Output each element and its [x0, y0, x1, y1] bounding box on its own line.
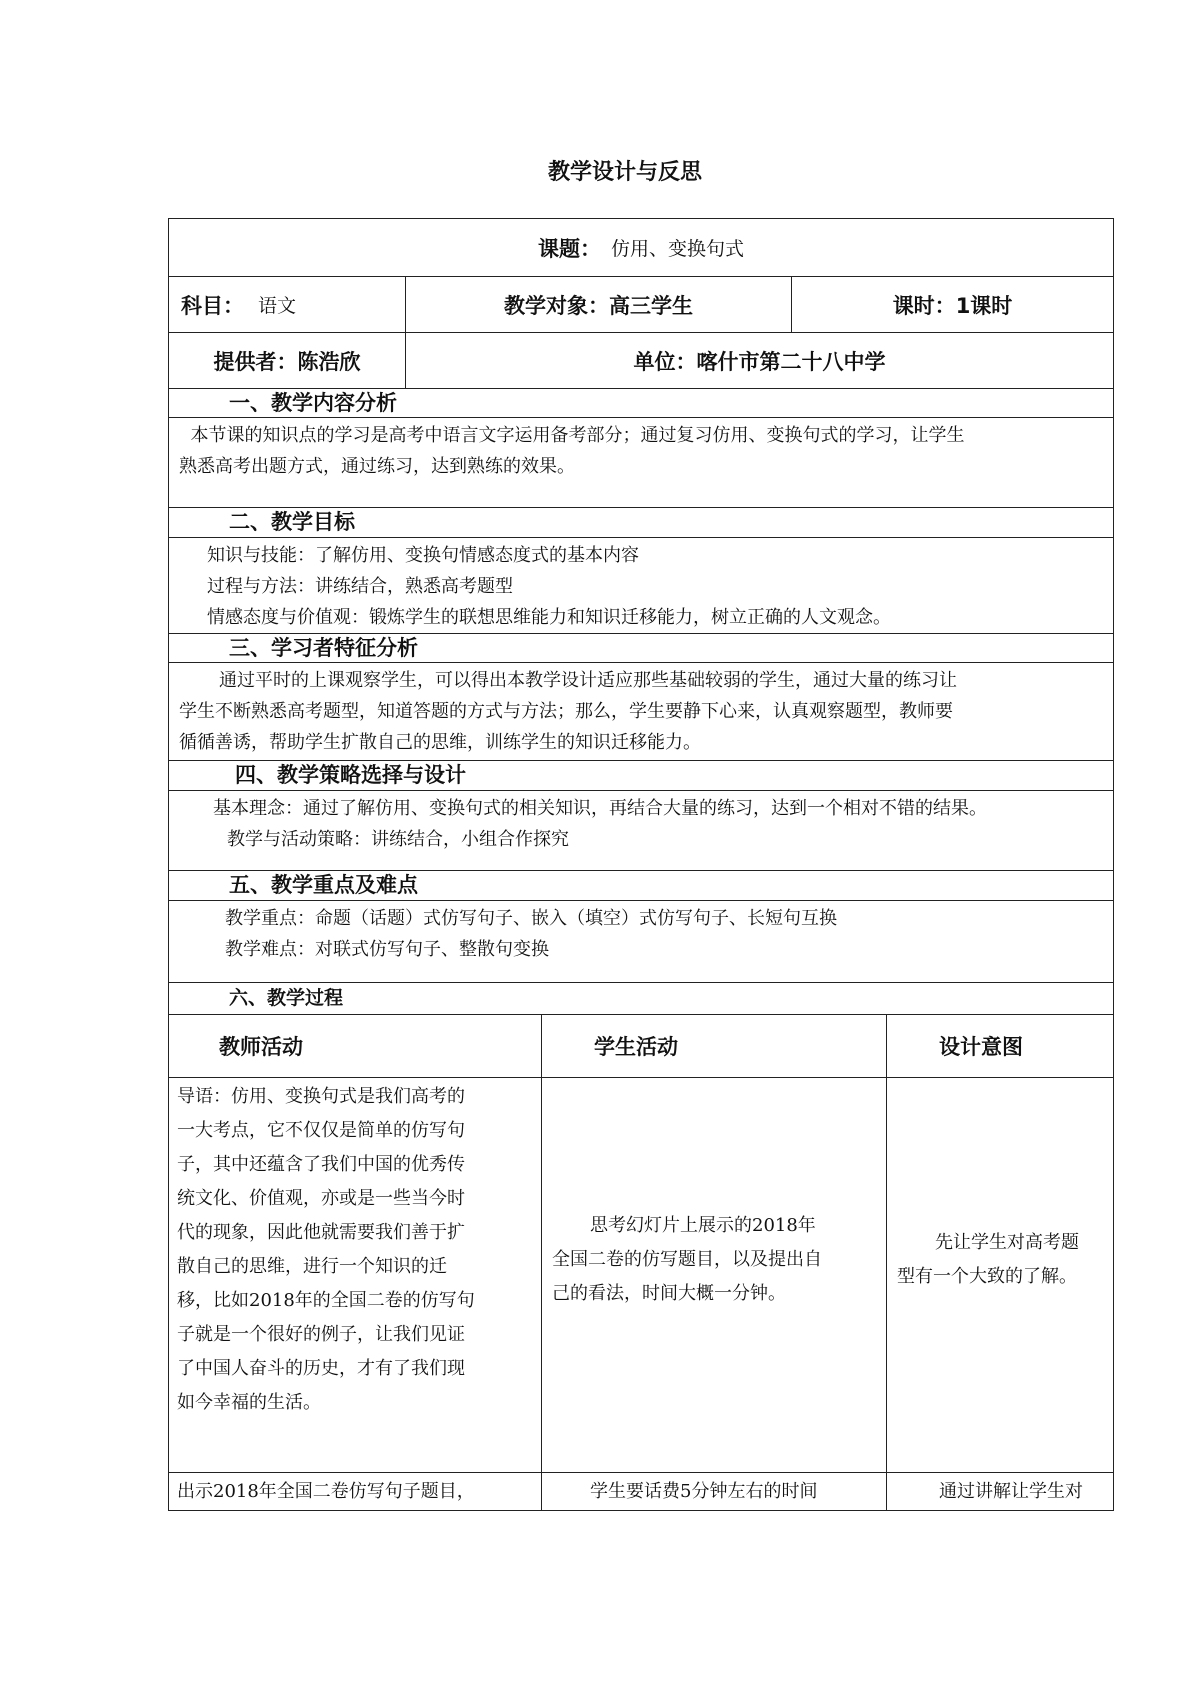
body-line: 熟悉高考出题方式，通过练习，达到熟练的效果。 [179, 456, 575, 477]
text-line: 如今幸福的生活。 [177, 1392, 321, 1413]
section-1-heading-row [168, 389, 1114, 418]
process-header-student [541, 1015, 886, 1077]
header-label: 设计意图 [939, 1035, 1023, 1059]
lesson-plan-table [168, 218, 1114, 1511]
section-heading: 四、教学策略选择与设计 [235, 763, 466, 787]
subject-value: 语文 [258, 295, 297, 317]
process-row-1 [168, 1078, 1114, 1473]
process-header-row [168, 1015, 1114, 1078]
provider-row [168, 333, 1114, 389]
provider-cell [169, 333, 405, 388]
body-line: 循循善诱，帮助学生扩散自己的思维，训练学生的知识迁移能力。 [179, 732, 701, 753]
document-title: 教学设计与反思 [547, 160, 702, 185]
header-label: 教师活动 [219, 1035, 303, 1059]
section-4-heading-row [168, 761, 1114, 791]
section-5-heading-row [168, 871, 1114, 901]
text-line: 型有一个大致的了解。 [897, 1266, 1077, 1287]
body-line: 通过平时的上课观察学生，可以得出本教学设计适应那些基础较弱的学生，通过大量的练习让 [219, 670, 957, 691]
body-line: 过程与方法：讲练结合，熟悉高考题型 [207, 576, 513, 597]
text-line: 散自己的思维，进行一个知识的迁 [177, 1256, 447, 1277]
design-intent-cell [886, 1078, 1113, 1472]
text-line: 了中国人奋斗的历史，才有了我们现 [177, 1358, 465, 1379]
body-line: 本节课的知识点的学习是高考中语言文字运用备考部分；通过复习仿用、变换句式的学习，让学生 [179, 425, 965, 446]
teacher-activity-cell [169, 1473, 541, 1510]
process-row-2 [168, 1473, 1114, 1511]
audience-label: 教学对象： [504, 293, 609, 318]
period-value: 1课时 [955, 293, 1013, 318]
text-line: 一大考点，它不仅仅是简单的仿写句 [177, 1120, 465, 1141]
text-line: 通过讲解让学生对 [939, 1481, 1083, 1502]
body-line: 教学重点：命题（话题）式仿写句子、嵌入（填空）式仿写句子、长短句互换 [225, 908, 837, 929]
text-line: 学生要话费5分钟左右的时间 [590, 1481, 818, 1502]
body-line: 学生不断熟悉高考题型，知道答题的方式与方法；那么，学生要静下心来，认真观察题型，教师要 [179, 701, 953, 722]
section-5-body [168, 901, 1114, 983]
text-line: 统文化、价值观，亦或是一些当今时 [177, 1188, 465, 1209]
text-line: 子就是一个很好的例子，让我们见证 [177, 1324, 465, 1345]
section-heading: 二、教学目标 [229, 510, 355, 534]
provider-value: 陈浩欣 [297, 349, 361, 374]
student-activity-cell [541, 1078, 886, 1472]
design-intent-cell [886, 1473, 1113, 1510]
section-1-body [168, 418, 1114, 508]
section-heading: 六、教学过程 [229, 987, 344, 1009]
meta-row [168, 277, 1114, 333]
topic-value: 仿用、变换句式 [610, 238, 744, 260]
section-3-body [168, 663, 1114, 761]
student-activity-cell [541, 1473, 886, 1510]
subject-label: 科目： [181, 293, 244, 318]
text-line: 导语：仿用、变换句式是我们高考的 [177, 1086, 465, 1107]
text-line: 子，其中还蕴含了我们中国的优秀传 [177, 1154, 465, 1175]
body-line: 知识与技能：了解仿用、变换句情感态度式的基本内容 [207, 545, 639, 566]
provider-label: 提供者： [213, 349, 298, 374]
text-line: 代的现象，因此他就需要我们善于扩 [177, 1222, 465, 1243]
section-heading: 五、教学重点及难点 [229, 873, 418, 897]
subject-cell [169, 277, 405, 332]
header-label: 学生活动 [594, 1035, 678, 1059]
section-heading: 一、教学内容分析 [229, 391, 397, 415]
process-header-intent [886, 1015, 1113, 1077]
section-2-heading-row [168, 508, 1114, 538]
body-line: 情感态度与价值观：锻炼学生的联想思维能力和知识迁移能力，树立正确的人文观念。 [207, 607, 891, 628]
unit-cell [405, 333, 1113, 388]
section-6-heading-row [168, 983, 1114, 1015]
text-line: 全国二卷的仿写题目，以及提出自 [552, 1249, 822, 1270]
section-3-heading-row [168, 634, 1114, 663]
section-heading: 三、学习者特征分析 [229, 636, 418, 660]
body-line: 教学难点：对联式仿写句子、整散句变换 [225, 939, 549, 960]
unit-label: 单位： [633, 349, 697, 374]
section-4-body [168, 791, 1114, 871]
text-line: 己的看法，时间大概一分钟。 [552, 1283, 786, 1304]
unit-value: 喀什市第二十八中学 [696, 349, 886, 374]
text-line: 先让学生对高考题 [935, 1232, 1079, 1253]
text-line: 出示2018年全国二卷仿写句子题目， [177, 1481, 475, 1502]
period-label: 课时： [892, 293, 956, 318]
audience-cell [405, 277, 791, 332]
text-line: 移，比如2018年的全国二卷的仿写句 [177, 1290, 475, 1311]
body-line: 基本理念：通过了解仿用、变换句式的相关知识，再结合大量的练习，达到一个相对不错的结果。 [213, 798, 987, 819]
audience-value: 高三学生 [609, 293, 693, 318]
teacher-activity-cell [169, 1078, 541, 1472]
topic-label: 课题： [537, 236, 601, 261]
process-header-teacher [169, 1015, 541, 1077]
body-line: 教学与活动策略：讲练结合，小组合作探究 [227, 829, 569, 850]
section-2-body [168, 538, 1114, 634]
period-cell [791, 277, 1113, 332]
text-line: 思考幻灯片上展示的2018年 [590, 1215, 816, 1236]
topic-row [168, 218, 1114, 277]
